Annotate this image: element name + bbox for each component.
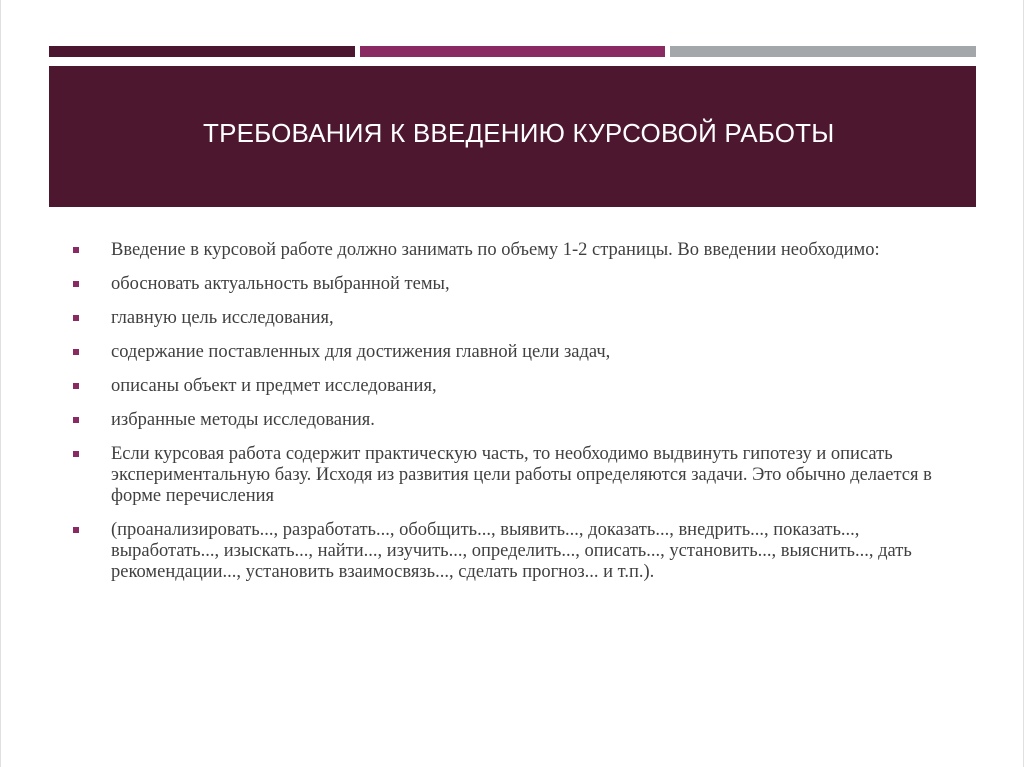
list-item xyxy=(71,520,951,583)
bullet-list xyxy=(71,240,951,596)
slide-title: ТРЕБОВАНИЯ К ВВЕДЕНИЮ КУРСОВОЙ РАБОТЫ xyxy=(203,118,835,148)
list-item xyxy=(71,274,951,295)
square-bullet-icon xyxy=(73,281,79,287)
list-item-text: описаны объект и предмет исследования, xyxy=(111,376,437,396)
square-bullet-icon xyxy=(73,315,79,321)
list-item-text: содержание поставленных для достижения главной цели задач, xyxy=(111,342,611,362)
square-bullet-icon xyxy=(73,349,79,355)
square-bullet-icon xyxy=(73,247,79,253)
list-item xyxy=(71,376,951,397)
square-bullet-icon xyxy=(73,417,79,423)
title-band xyxy=(49,66,976,207)
list-item-text: Если курсовая работа содержит практическую часть, то необходимо выдвинуть гипотезу и описать экспериментальную базу. Исходя из развития цели работы определяются задачи. Это обычно делается в форме перечисления xyxy=(111,444,932,506)
list-item-text: избранные методы исследования. xyxy=(111,410,375,430)
accent-bar-gray xyxy=(670,46,976,57)
list-item xyxy=(71,444,951,507)
square-bullet-icon xyxy=(73,527,79,533)
list-item xyxy=(71,240,951,261)
accent-bar-magenta xyxy=(360,46,665,57)
list-item-text: (проанализировать..., разработать..., обобщить..., выявить..., доказать..., внедрить..., показать..., выработать..., изыскать..., найти..., изучить..., определить..., описать..., установить..., выяснить..., дать рекомендации..., установить взаимосвязь..., сделать прогноз... и т.п.). xyxy=(111,520,912,582)
square-bullet-icon xyxy=(73,383,79,389)
list-item-text: Введение в курсовой работе должно занимать по объему 1-2 страницы. Во введении необходимо: xyxy=(111,240,880,260)
accent-bar-dark xyxy=(49,46,355,57)
square-bullet-icon xyxy=(73,451,79,457)
list-item xyxy=(71,308,951,329)
list-item-text: главную цель исследования, xyxy=(111,308,334,328)
list-item-text: обосновать актуальность выбранной темы, xyxy=(111,274,450,294)
list-item xyxy=(71,410,951,431)
list-item xyxy=(71,342,951,363)
